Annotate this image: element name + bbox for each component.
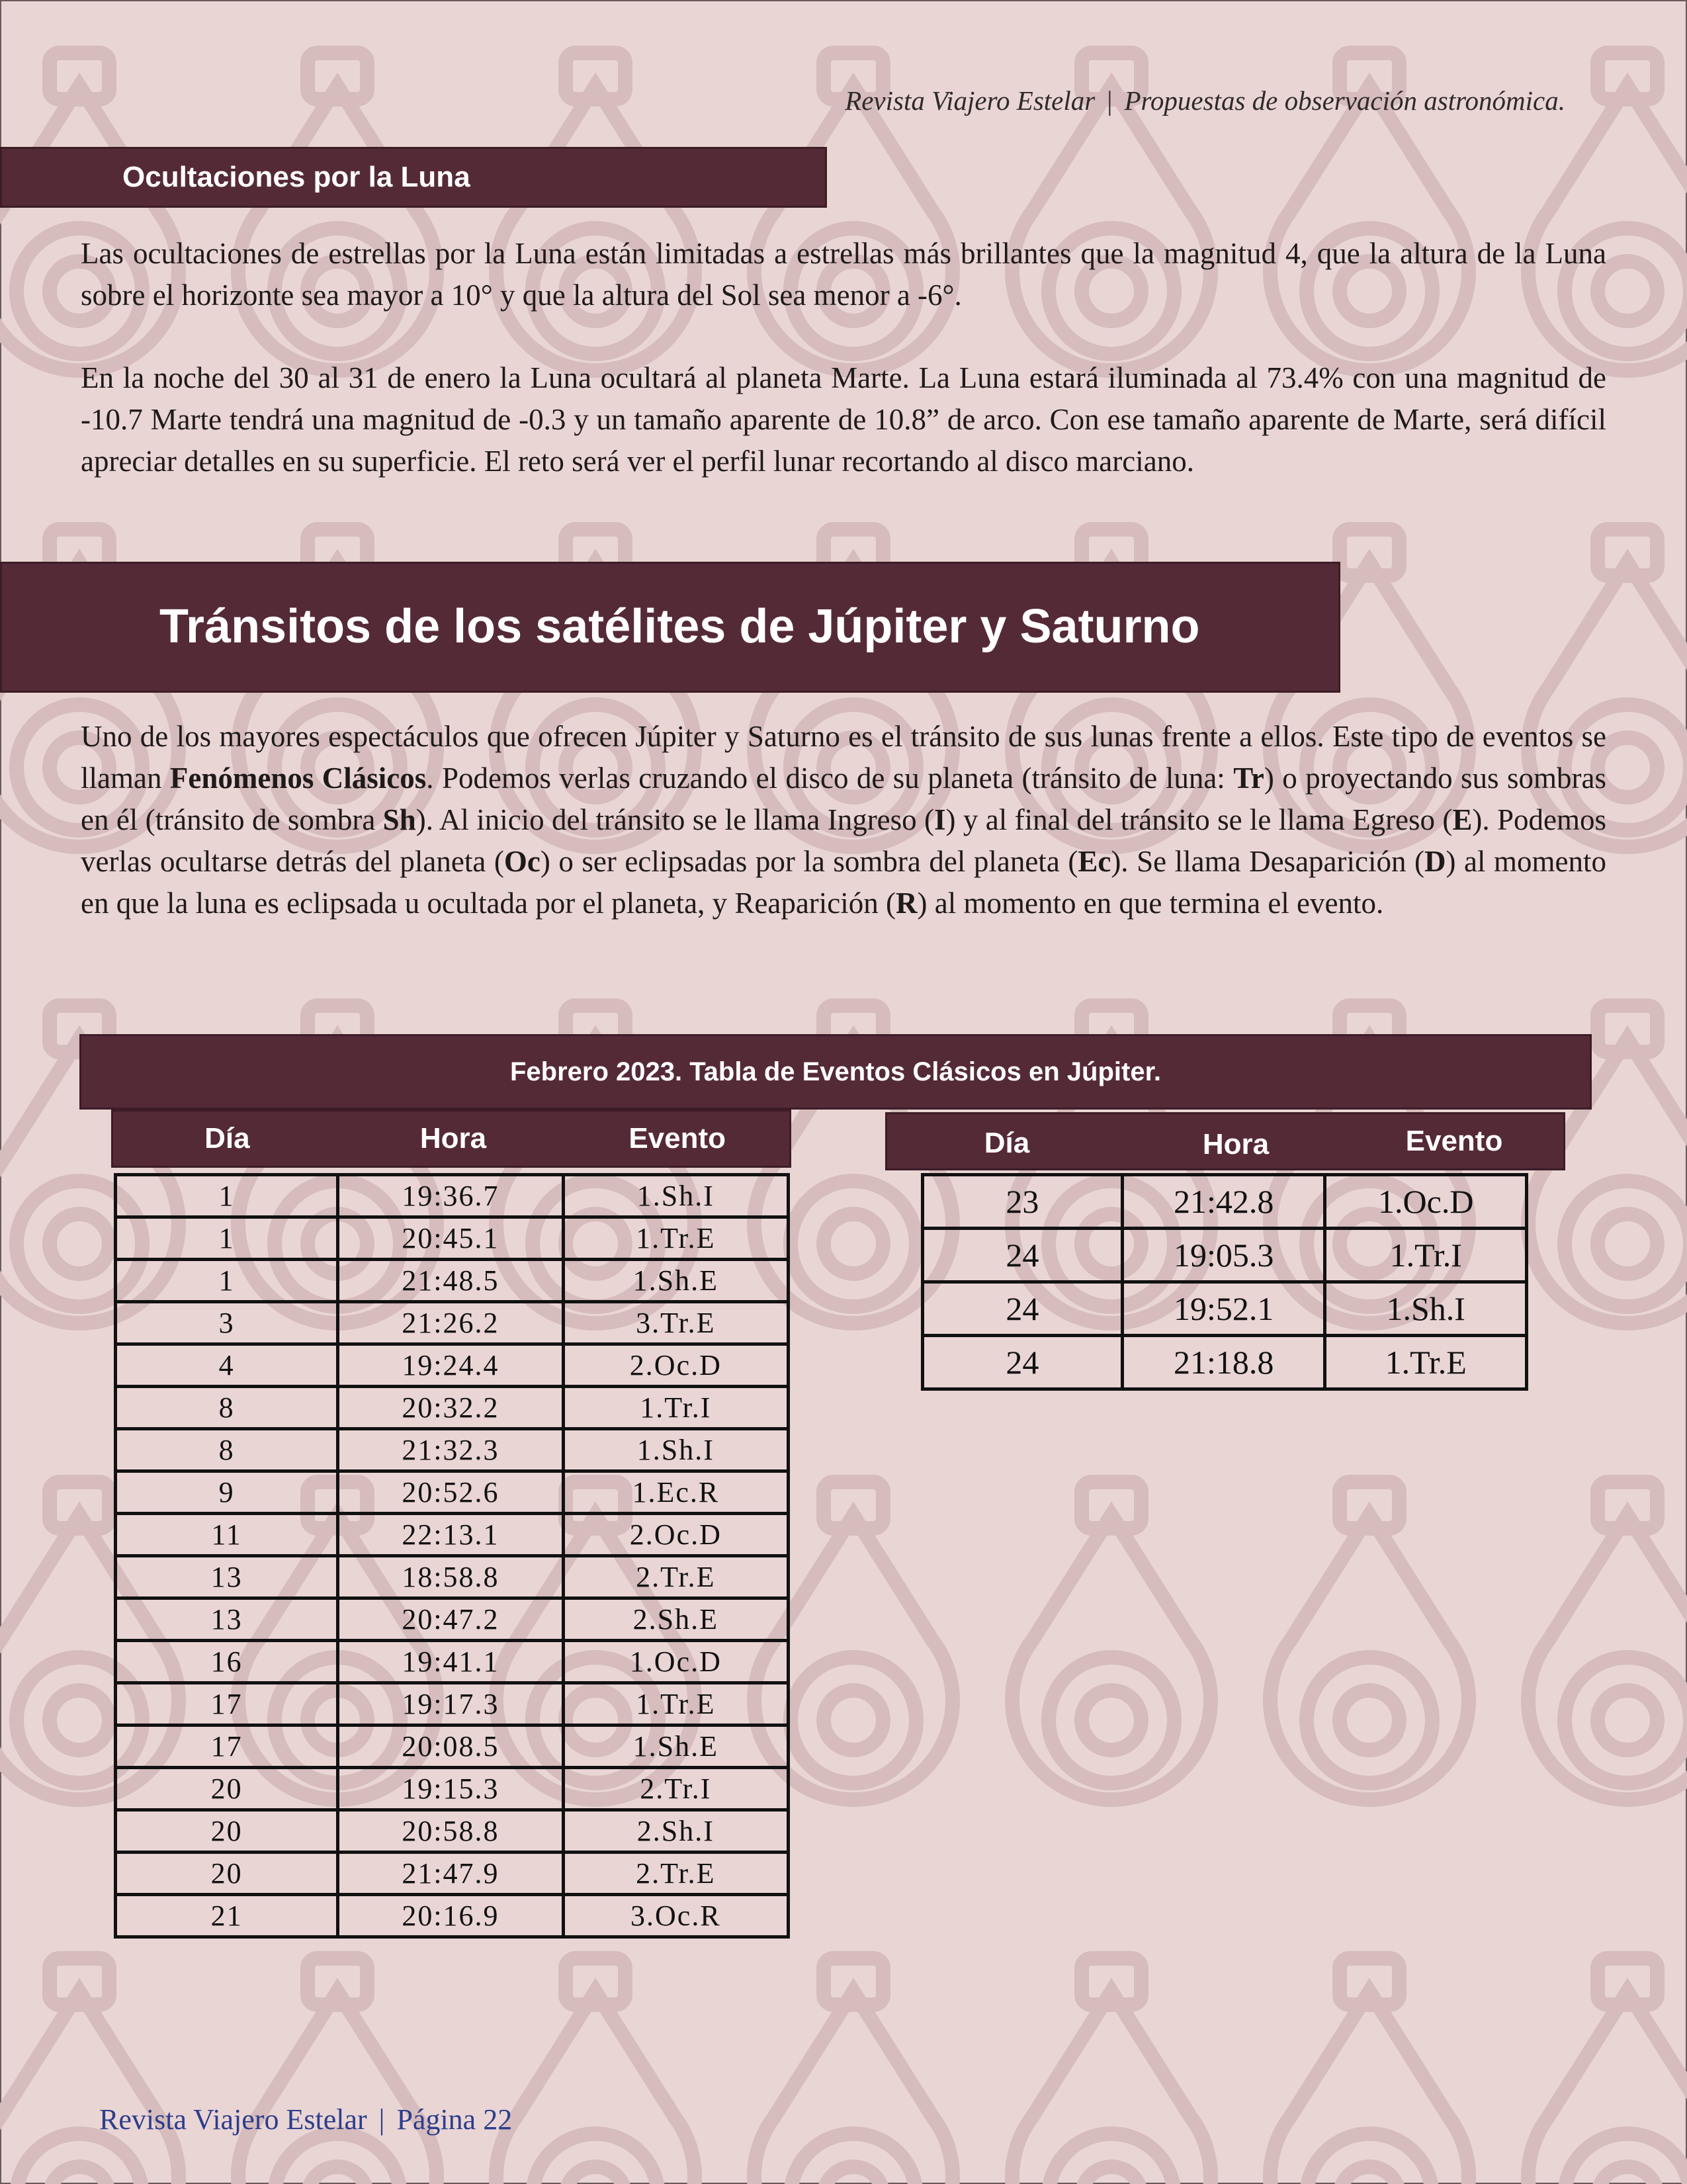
time-cell: 20:45.1	[338, 1217, 563, 1260]
header-evento: Evento	[1405, 1125, 1503, 1157]
table-row	[923, 1336, 1527, 1389]
event-cell: 1.Tr.E	[1325, 1336, 1527, 1389]
event-cell: 2.Tr.I	[563, 1768, 788, 1810]
event-cell: 1.Tr.E	[563, 1217, 788, 1260]
event-cell: 2.Tr.E	[563, 1556, 788, 1598]
event-cell: 2.Oc.D	[563, 1514, 788, 1556]
day-cell: 1	[116, 1260, 338, 1302]
section-title-ocultaciones: Ocultaciones por la Luna	[0, 147, 827, 208]
event-cell: 1.Sh.I	[1325, 1282, 1527, 1336]
day-cell: 23	[923, 1175, 1123, 1229]
day-cell: 20	[116, 1810, 338, 1853]
time-cell: 19:41.1	[338, 1641, 563, 1683]
table-row	[923, 1282, 1527, 1336]
table-row	[116, 1514, 789, 1556]
time-cell: 21:26.2	[338, 1302, 563, 1344]
time-cell: 22:13.1	[338, 1514, 563, 1556]
day-cell: 20	[116, 1768, 338, 1810]
time-cell: 20:52.6	[338, 1471, 563, 1514]
event-cell: 1.Oc.D	[1325, 1175, 1527, 1229]
time-cell: 19:15.3	[338, 1768, 563, 1810]
time-cell: 20:32.2	[338, 1387, 563, 1429]
events-table-right	[921, 1173, 1528, 1391]
table-row	[116, 1344, 789, 1387]
table-title: Febrero 2023. Tabla de Eventos Clásicos en Júpiter.	[79, 1034, 1592, 1110]
day-cell: 11	[116, 1514, 338, 1556]
paragraph-ocultaciones-2: En la noche del 30 al 31 de enero la Luna ocultará al planeta Marte. La Luna estará iluminada al 73.4% con una magnitud de -10.7 Marte tendrá una magnitud de -0.3 y un tamaño aparente de 10.8” de arco. Con ese tamaño aparente de Marte, será difícil apreciar detalles en su superficie. El reto será ver el perfil lunar recortando al disco marciano.	[81, 361, 1606, 478]
table-row	[116, 1556, 789, 1598]
day-cell: 13	[116, 1598, 338, 1641]
time-cell: 19:24.4	[338, 1344, 563, 1387]
footer-separator: |	[378, 2103, 385, 2136]
event-cell: 2.Sh.I	[563, 1810, 788, 1853]
time-cell: 21:48.5	[338, 1260, 563, 1302]
time-cell: 20:58.8	[338, 1810, 563, 1853]
event-cell: 1.Tr.I	[1325, 1229, 1527, 1282]
header-evento: Evento	[628, 1122, 726, 1155]
time-cell: 19:36.7	[338, 1175, 563, 1217]
table-row	[116, 1810, 789, 1853]
page-header	[845, 85, 1565, 116]
event-cell: 3.Oc.R	[563, 1895, 788, 1937]
table-row	[116, 1853, 789, 1895]
event-cell: 1.Sh.E	[563, 1260, 788, 1302]
table-row	[116, 1641, 789, 1683]
header-dia: Día	[204, 1122, 250, 1155]
header-separator: |	[1107, 85, 1113, 116]
time-cell: 19:52.1	[1122, 1282, 1325, 1336]
time-cell: 19:05.3	[1122, 1229, 1325, 1282]
time-cell: 21:47.9	[338, 1853, 563, 1895]
table-row	[923, 1229, 1527, 1282]
paragraph-ocultaciones-1: Las ocultaciones de estrellas por la Luna están limitadas a estrellas más brillantes que la magnitud 4, que la altura de la Luna sobre el horizonte sea mayor a 10° y que la altura del Sol sea menor a -6°.	[81, 237, 1606, 312]
table-row	[116, 1471, 789, 1514]
time-cell: 21:32.3	[338, 1429, 563, 1471]
table-row	[116, 1768, 789, 1810]
table-row	[116, 1598, 789, 1641]
event-cell: 1.Ec.R	[563, 1471, 788, 1514]
event-cell: 1.Oc.D	[563, 1641, 788, 1683]
page-footer	[99, 2103, 512, 2136]
table-row	[116, 1175, 789, 1217]
day-cell: 17	[116, 1683, 338, 1725]
day-cell: 1	[116, 1175, 338, 1217]
day-cell: 1	[116, 1217, 338, 1260]
time-cell: 18:58.8	[338, 1556, 563, 1598]
table-row	[116, 1302, 789, 1344]
table-row	[116, 1217, 789, 1260]
day-cell: 3	[116, 1302, 338, 1344]
event-cell: 2.Oc.D	[563, 1344, 788, 1387]
day-cell: 13	[116, 1556, 338, 1598]
time-cell: 21:42.8	[1122, 1175, 1325, 1229]
section-title-transitos: Tránsitos de los satélites de Júpiter y Saturno	[0, 562, 1340, 693]
table-row	[923, 1175, 1527, 1229]
table-row	[116, 1895, 789, 1937]
day-cell: 4	[116, 1344, 338, 1387]
header-dia: Día	[984, 1127, 1030, 1159]
header-section: Propuestas de observación astronómica.	[1124, 85, 1565, 116]
table-row	[116, 1387, 789, 1429]
event-cell: 3.Tr.E	[563, 1302, 788, 1344]
day-cell: 8	[116, 1429, 338, 1471]
table-header-left	[111, 1110, 791, 1168]
header-publication: Revista Viajero Estelar	[845, 85, 1096, 116]
day-cell: 24	[923, 1229, 1123, 1282]
events-table-left	[114, 1173, 790, 1939]
day-cell: 9	[116, 1471, 338, 1514]
event-cell: 1.Tr.E	[563, 1683, 788, 1725]
footer-page-number: Página 22	[396, 2103, 513, 2136]
day-cell: 16	[116, 1641, 338, 1683]
event-cell: 2.Sh.E	[563, 1598, 788, 1641]
event-cell: 1.Tr.I	[563, 1387, 788, 1429]
time-cell: 20:08.5	[338, 1725, 563, 1768]
day-cell: 24	[923, 1282, 1123, 1336]
table-row	[116, 1429, 789, 1471]
day-cell: 17	[116, 1725, 338, 1768]
table-row	[116, 1725, 789, 1768]
header-hora: Hora	[1202, 1128, 1270, 1160]
table-row	[116, 1683, 789, 1725]
event-cell: 1.Sh.I	[563, 1429, 788, 1471]
day-cell: 21	[116, 1895, 338, 1937]
event-cell: 1.Sh.E	[563, 1725, 788, 1768]
event-cell: 2.Tr.E	[563, 1853, 788, 1895]
paragraph-transitos: Uno de los mayores espectáculos que ofrecen Júpiter y Saturno es el tránsito de sus lunas frente a ellos. Este tipo de eventos se llaman Fenómenos Clásicos. Podemos verlas cruzando el disco de su planeta (tránsito de luna: Tr) o proyectando sus sombras en él (tránsito de sombra Sh). Al inicio del tránsito se le llama Ingreso (I) y al final del tránsito se le llama Egreso (E). Podemos verlas ocultarse detrás del planeta (Oc) o ser eclipsadas por la sombra del planeta (Ec). Se llama Desaparición (D) al momento en que la luna es eclipsada u ocultada por el planeta, y Reaparición (R) al momento en que termina el evento.	[81, 720, 1607, 920]
day-cell: 8	[116, 1387, 338, 1429]
time-cell: 21:18.8	[1122, 1336, 1325, 1389]
time-cell: 20:47.2	[338, 1598, 563, 1641]
event-cell: 1.Sh.I	[563, 1175, 788, 1217]
footer-publication: Revista Viajero Estelar	[99, 2103, 367, 2136]
day-cell: 24	[923, 1336, 1123, 1389]
header-hora: Hora	[419, 1122, 487, 1155]
day-cell: 20	[116, 1853, 338, 1895]
table-row	[116, 1260, 789, 1302]
table-header-right	[885, 1112, 1565, 1170]
time-cell: 20:16.9	[338, 1895, 563, 1937]
time-cell: 19:17.3	[338, 1683, 563, 1725]
